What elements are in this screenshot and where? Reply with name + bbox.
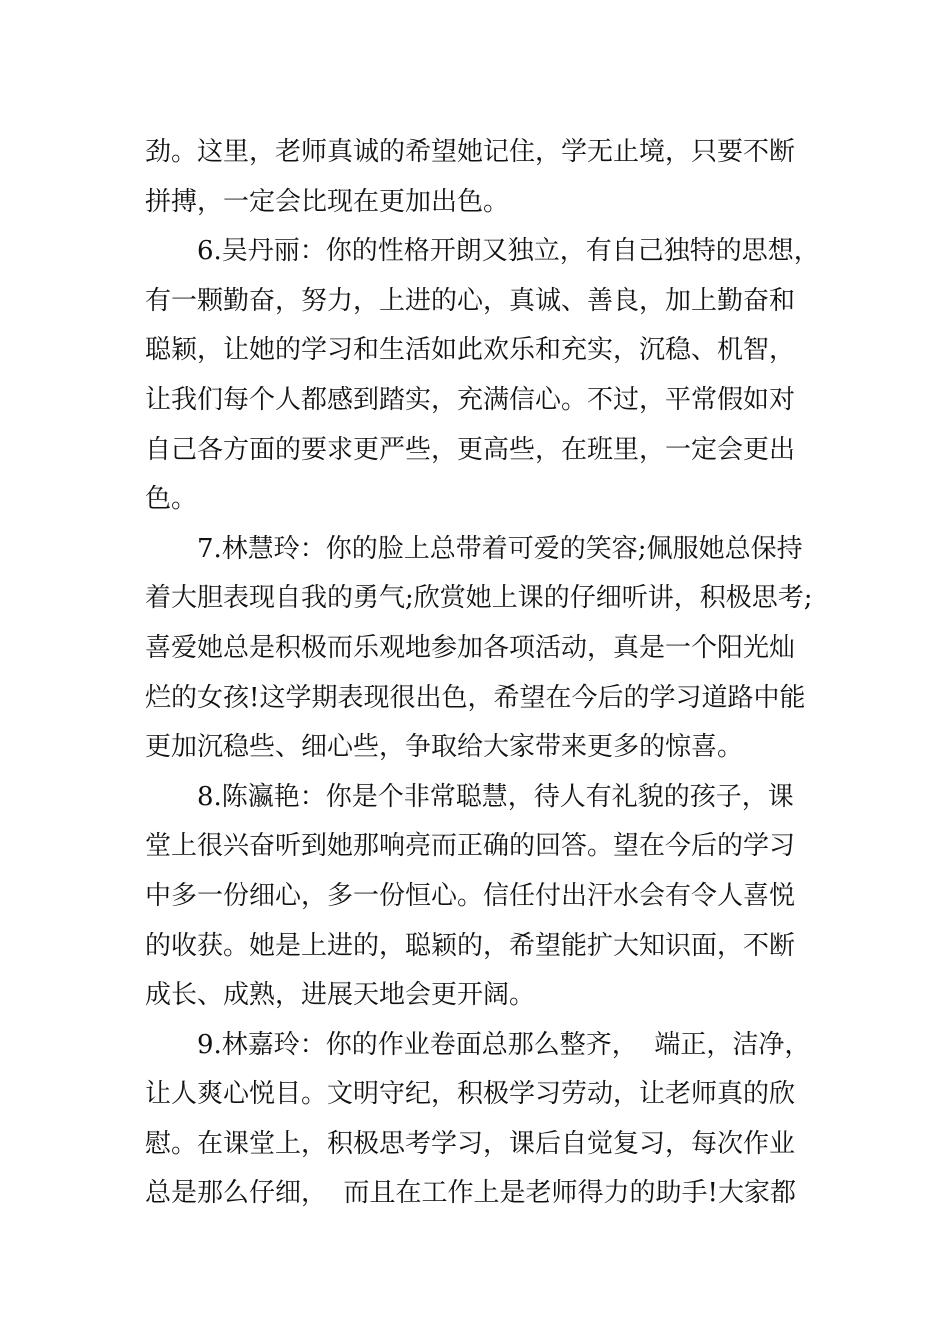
text-line: 色。 xyxy=(145,484,198,515)
document-body xyxy=(145,128,820,1219)
paragraph-start-line: 7.林慧玲：你的脸上总带着可爱的笑容;佩服她总保持 xyxy=(197,533,803,564)
text-line: 拼搏，一定会比现在更加出色。 xyxy=(145,186,510,217)
text-line: 让人爽心悦目。文明守纪，积极学习劳动，让老师真的欣 xyxy=(145,1079,796,1110)
text-line: 聪颖，让她的学习和生活如此欢乐和充实，沉稳、机智， xyxy=(145,335,796,366)
text-line: 自己各方面的要求更严些，更高些，在班里，一定会更出 xyxy=(145,434,796,465)
text-line: 成长、成熟，进展天地会更开阔。 xyxy=(145,980,536,1011)
text-line: 堂上很兴奋听到她那响亮而正确的回答。望在今后的学习 xyxy=(145,831,796,862)
text-line: 喜爱她总是积极而乐观地参加各项活动，真是一个阳光灿 xyxy=(145,632,796,663)
text-line: 着大胆表现自我的勇气;欣赏她上课的仔细听讲，积极思考; xyxy=(145,583,813,614)
text-line: 更加沉稳些、细心些，争取给大家带来更多的惊喜。 xyxy=(145,732,744,763)
text-line: 总是那么仔细， 而且在工作上是老师得力的助手!大家都 xyxy=(145,1178,796,1209)
text-line: 劲。这里，老师真诚的希望她记住，学无止境，只要不断 xyxy=(145,137,796,167)
text-line: 烂的女孩!这学期表现很出色，希望在今后的学习道路中能 xyxy=(145,682,806,713)
text-line: 让我们每个人都感到踏实，充满信心。不过，平常假如对 xyxy=(145,384,796,415)
paragraph-start-line: 8.陈瀛艳：你是个非常聪慧，待人有礼貌的孩子，课 xyxy=(197,781,794,812)
paragraph-start-line: 9.林嘉玲：你的作业卷面总那么整齐， 端正，洁净， xyxy=(197,1029,811,1060)
text-line: 中多一份细心，多一份恒心。信任付出汗水会有令人喜悦 xyxy=(145,880,796,911)
text-line: 的收获。她是上进的，聪颖的，希望能扩大知识面，不断 xyxy=(145,930,796,961)
text-line: 慰。在课堂上，积极思考学习，课后自觉复习，每次作业 xyxy=(145,1128,796,1159)
paragraph-start-line: 6.吴丹丽：你的性格开朗又独立，有自己独特的思想， xyxy=(197,236,820,267)
text-line: 有一颗勤奋，努力，上进的心，真诚、善良，加上勤奋和 xyxy=(145,285,796,316)
